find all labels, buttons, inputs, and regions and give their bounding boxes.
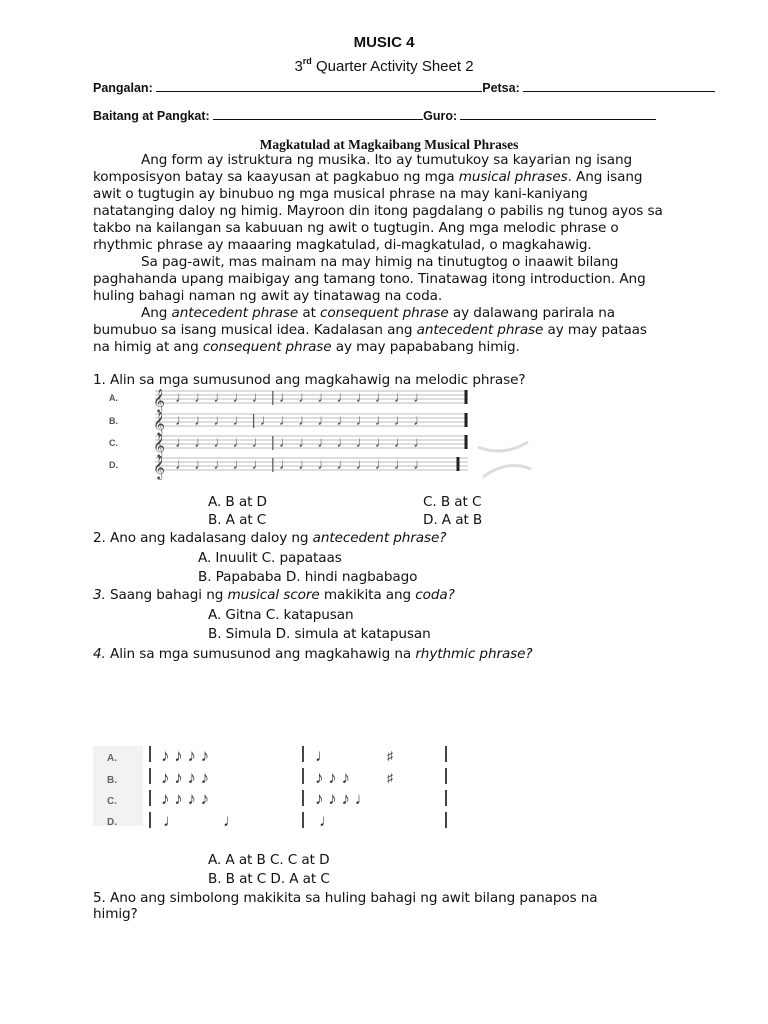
q2-choices-ac[interactable]: A. Inuulit C. papataas [198, 550, 342, 566]
treble-clef-icon: 𝄞 [153, 457, 165, 479]
svg-text:♯: ♯ [387, 749, 393, 763]
date-label: Petsa: [482, 81, 520, 95]
rhythmic-label-b: B. [107, 775, 117, 786]
q2-choices-bd[interactable]: B. Papababa D. hindi nagbabago [198, 569, 418, 585]
svg-text:♪ ♪ ♪ ♩: ♪ ♪ ♪ ♩ [315, 789, 372, 808]
paragraph-line: Ang antecedent phrase at consequent phrase ay dalawang parirala na [141, 305, 615, 321]
paragraph-line: komposisyon batay sa kaayusan at pagkabuo ng mga musical phrases. Ang isang [93, 169, 643, 185]
svg-text:♪ ♪ ♪ ♪: ♪ ♪ ♪ ♪ [161, 768, 210, 787]
question-5: 5. Ano ang simbolong makikita sa huling bahagi ng awit bilang panapos na [93, 890, 598, 906]
worksheet-subtitle: 3rd Quarter Activity Sheet 2 [294, 56, 474, 75]
section-heading: Magkatulad at Magkaibang Musical Phrases [259, 137, 519, 152]
paragraph-line: takbo na kailangan sa kabuuan ng awit o tugtugin. Ang mga melodic phrase o [93, 220, 619, 236]
paragraph-line: natatanging daloy ng himig. Mayroon din itong pagdalang o pabilis ng tunog ayos sa [93, 203, 663, 219]
name-label: Pangalan: [93, 81, 153, 95]
svg-text:♩ ♩ ♩ ♩ ♩ | ♩ ♩ ♩ ♩ ♩ ♩ ♩ ♩: ♩ ♩ ♩ ♩ ♩ | ♩ ♩ ♩ ♩ ♩ ♩ ♩ ♩ [175, 434, 429, 451]
question-1: 1. Alin sa mga sumusunod ang magkahawig na melodic phrase? [93, 372, 526, 388]
teacher-label: Guro: [423, 109, 458, 123]
melodic-label-d: D. [109, 460, 118, 470]
question-3: 3. Saang bahagi ng musical score makikita ang coda? [93, 587, 455, 603]
date-blank[interactable] [523, 80, 715, 92]
q3-choices-bd[interactable]: B. Simula D. simula at katapusan [208, 626, 431, 642]
q3-choices-ac[interactable]: A. Gitna C. katapusan [208, 607, 354, 623]
paragraph-line: huling bahagi naman ng awit ay tinatawag na coda. [93, 288, 443, 304]
q1-choice-d[interactable]: D. A at B [423, 512, 483, 528]
paragraph-line: Sa pag-awit, mas mainam na may himig na tinutugtog o inaawit bilang [141, 254, 619, 270]
melodic-phrase-figure [93, 387, 533, 482]
treble-clef-icon: 𝄞 [153, 435, 165, 457]
paragraph-line: rhythmic phrase ay maaaring magkatulad, di-magkatulad, o magkahawig. [93, 237, 592, 253]
rhythmic-phrase-figure [93, 744, 463, 834]
name-field[interactable] [93, 80, 715, 95]
treble-clef-icon: 𝄞 [153, 390, 165, 412]
paragraph-line: paghahanda upang maibigay ang tamang tono. Tinatawag itong introduction. Ang [93, 271, 646, 287]
paragraph-line: na himig at ang consequent phrase ay may papababang himig. [93, 339, 520, 355]
svg-text:♩: ♩ [315, 746, 332, 765]
svg-text:♩ ♩ ♩ ♩ ♩ | ♩ ♩ ♩ ♩ ♩ ♩ ♩ ♩: ♩ ♩ ♩ ♩ ♩ | ♩ ♩ ♩ ♩ ♩ ♩ ♩ ♩ [175, 456, 429, 473]
teacher-blank[interactable] [460, 108, 656, 120]
svg-text:♩ ♩ ♩ ♩ ♩ | ♩ ♩ ♩ ♩ ♩ ♩ ♩ ♩: ♩ ♩ ♩ ♩ ♩ | ♩ ♩ ♩ ♩ ♩ ♩ ♩ ♩ [175, 389, 429, 406]
svg-text:♩ ♩ ♩ ♩ | ♩ ♩ ♩ ♩ ♩ ♩ ♩ ♩ ♩: ♩ ♩ ♩ ♩ | ♩ ♩ ♩ ♩ ♩ ♩ ♩ ♩ ♩ [175, 412, 429, 429]
treble-clef-icon: 𝄞 [153, 413, 165, 435]
svg-text:♪ ♪ ♪ ♪: ♪ ♪ ♪ ♪ [161, 789, 210, 808]
paragraph-line: awit o tugtugin ay binubuo ng mga musical phrase na may kani-kaniyang [93, 186, 588, 202]
q1-choice-c[interactable]: C. B at C [423, 494, 482, 510]
q4-choices-ac[interactable]: A. A at B C. C at D [208, 852, 330, 868]
paragraph-line: Ang form ay istruktura ng musika. Ito ay tumutukoy sa kayarian ng isang [141, 152, 633, 168]
melodic-label-c: C. [109, 438, 118, 448]
melodic-label-a: A. [109, 393, 118, 403]
q4-choices-bd[interactable]: B. B at C D. A at C [208, 871, 330, 887]
melodic-label-b: B. [109, 416, 118, 426]
worksheet-title: MUSIC 4 [353, 34, 415, 51]
svg-text:♪ ♪ ♪ ♪: ♪ ♪ ♪ ♪ [161, 746, 210, 765]
q1-choice-b[interactable]: B. A at C [208, 512, 267, 528]
rhythmic-label-d: D. [107, 817, 117, 828]
grade-field[interactable] [93, 108, 656, 123]
q1-choice-a[interactable]: A. B at D [208, 494, 267, 510]
rhythmic-label-a: A. [107, 753, 117, 764]
svg-text:♩: ♩ [163, 811, 180, 830]
svg-text:♩: ♩ [319, 811, 336, 830]
svg-text:♩: ♩ [223, 811, 240, 830]
svg-text:♪ ♪ ♪: ♪ ♪ ♪ [315, 768, 350, 787]
rhythmic-label-c: C. [107, 796, 117, 807]
question-2: 2. Ano ang kadalasang daloy ng antecedent phrase? [93, 530, 447, 546]
svg-text:♯: ♯ [387, 771, 393, 785]
grade-blank[interactable] [213, 108, 423, 120]
grade-label: Baitang at Pangkat: [93, 109, 210, 123]
question-5-cont: himig? [93, 906, 138, 922]
question-4: 4. Alin sa mga sumusunod ang magkahawig na rhythmic phrase? [93, 646, 533, 662]
paragraph-line: bumubuo sa isang musical idea. Kadalasan ang antecedent phrase ay may pataas [93, 322, 647, 338]
name-blank[interactable] [156, 80, 482, 92]
